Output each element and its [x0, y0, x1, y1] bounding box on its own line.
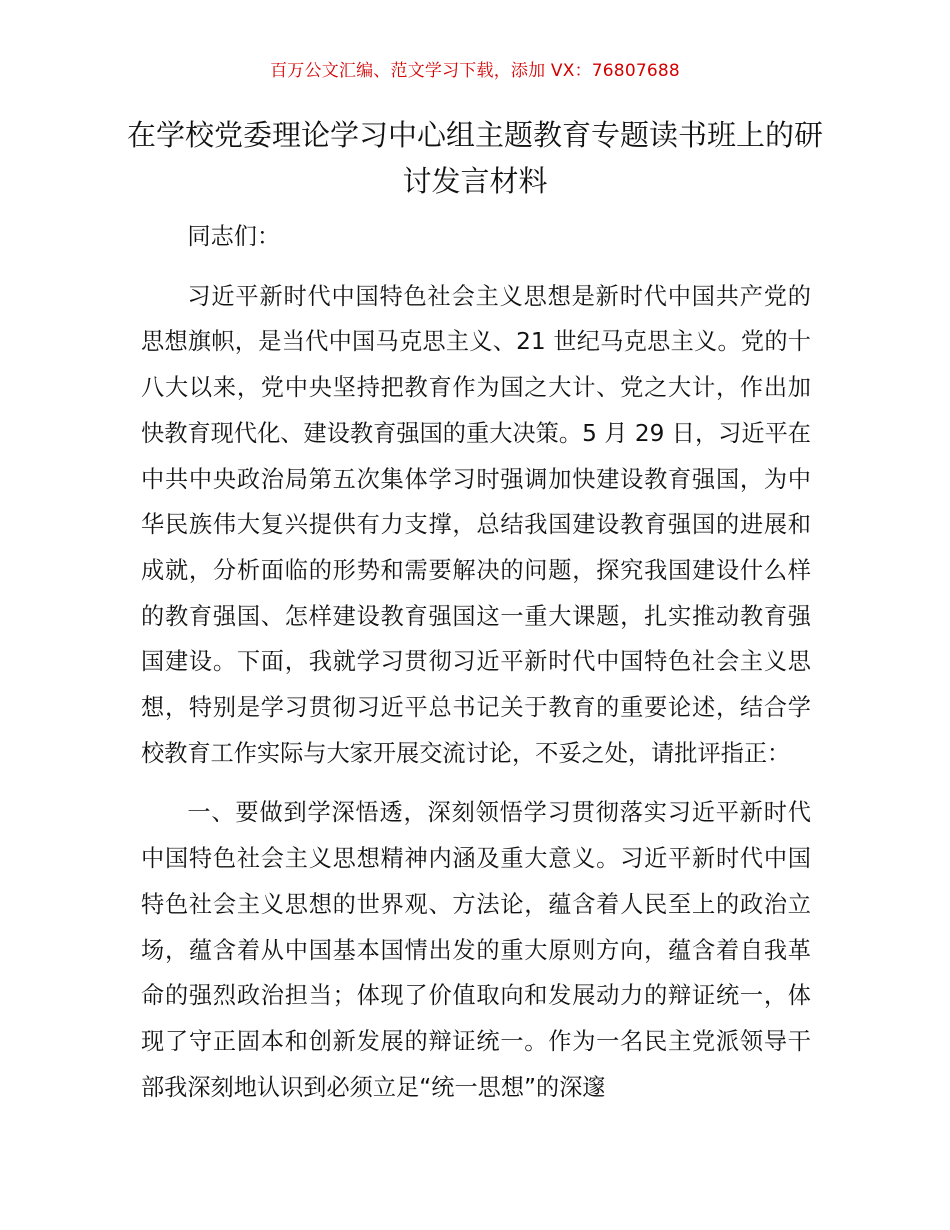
document-body [141, 214, 811, 1110]
paragraph-intro: 习近平新时代中国特色社会主义思想是新时代中国共产党的思想旗帜，是当代中国马克思主义、21 世纪马克思主义。党的十八大以来，党中央坚持把教育作为国之大计、党之大计，作出加快教育现代化、建设教育强国的重大决策。5 月 29 日，习近平在中共中央政治局第五次集体学习时强调加快建设教育强国，为中华民族伟大复兴提供有力支撑，总结我国建设教育强国的进展和成就，分析面临的形势和需要解决的问题，探究我国建设什么样的教育强国、怎样建设教育强国这一重大课题，扎实推动教育强国建设。下面，我就学习贯彻习近平新时代中国特色社会主义思想，特别是学习贯彻习近平总书记关于教育的重要论述，结合学校教育工作实际与大家开展交流讨论，不妥之处，请批评指正： [141, 282, 811, 767]
paragraph-section-one: 一、要做到学深悟透，深刻领悟学习贯彻落实习近平新时代中国特色社会主义思想精神内涵及重大意义。习近平新时代中国特色社会主义思想的世界观、方法论，蕴含着人民至上的政治立场，蕴含着从中国基本国情出发的重大原则方向，蕴含着自我革命的强烈政治担当；体现了价值取向和发展动力的辩证统一，体现了守正固本和创新发展的辩证统一。作为一名民主党派领导干部我深刻地认识到必须立足“统一思想”的深邃 [141, 799, 811, 1101]
header-banner: 百万公文汇编、范文学习下载，添加 VX：76807688 [270, 61, 680, 81]
document-title: 在学校党委理论学习中心组主题教育专题读书班上的研讨发言材料 [126, 118, 823, 198]
salutation: 同志们： [187, 223, 281, 250]
